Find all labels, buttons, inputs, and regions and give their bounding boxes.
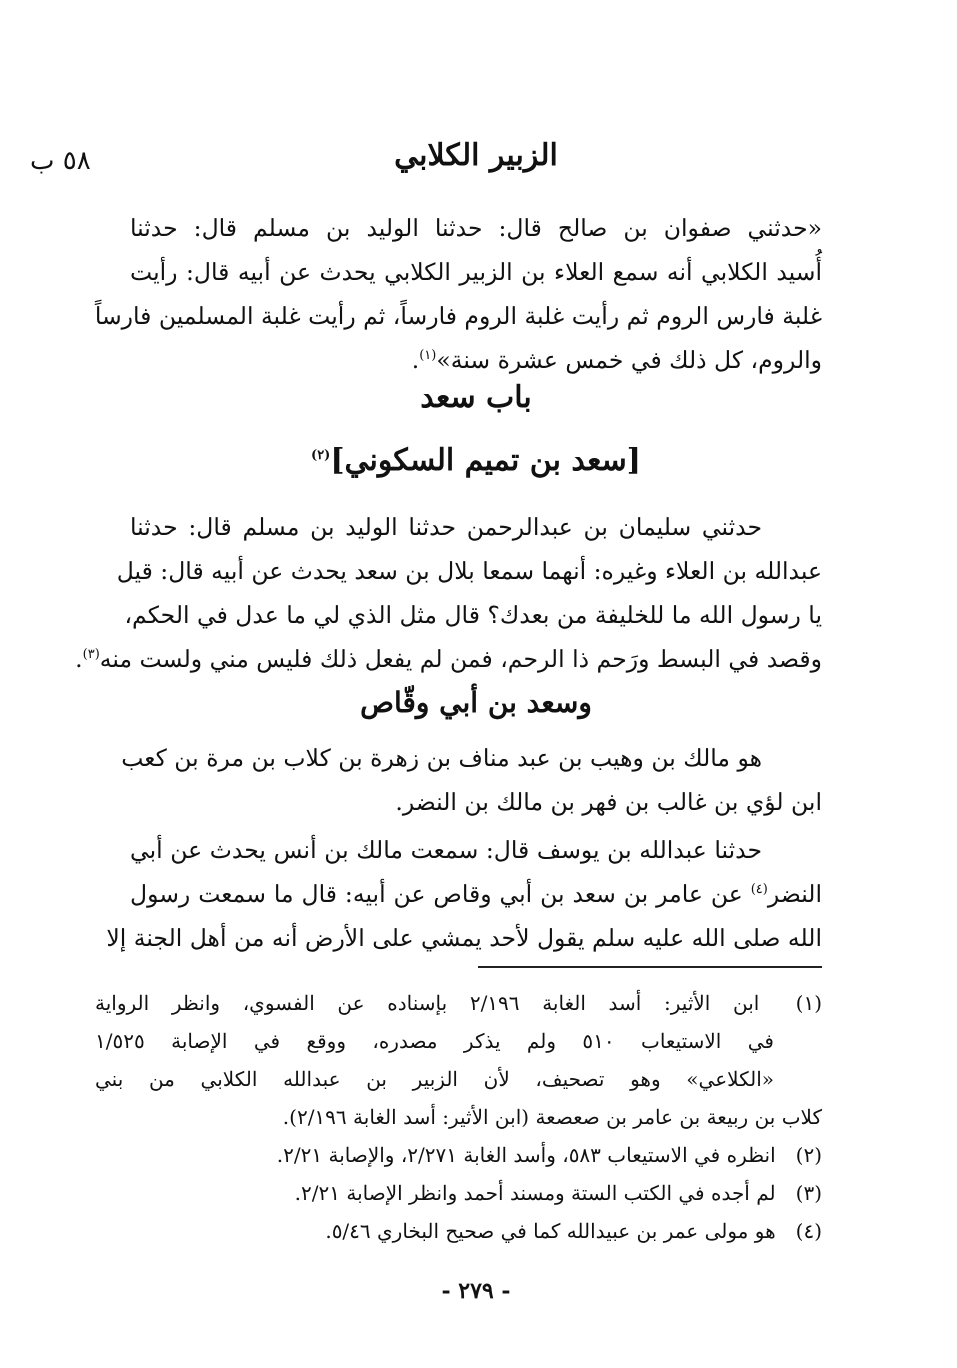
text-line: الله صلى الله عليه سلم يقول لأحد يمشي على الأرض أنه من أهل الجنة إلا: [106, 924, 822, 952]
footnote-number: (٢): [795, 1143, 822, 1167]
footnote-4: [95, 1212, 822, 1250]
running-title: الزبير الكلابي: [394, 138, 558, 173]
footnote-text: لم أجده في الكتب الستة ومسند أحمد وانظر الإصابة ٢/٢١.: [294, 1181, 776, 1205]
paragraph-malik-narration: [106, 828, 822, 960]
text-line: «حدثني صفوان بن صالح قال: حدثنا الوليد بن مسلم قال: حدثنا: [130, 214, 822, 242]
text-segment: عن عامر بن سعد بن أبي وقاص عن أبيه: قال ما سمعت رسول: [130, 880, 751, 908]
footnote-number: (٤): [795, 1219, 822, 1243]
footnote-divider: [478, 966, 822, 968]
text-line: يا رسول الله ما للخليفة من بعدك؟ قال مثل الذي لي ما عدل في الحكم،: [124, 601, 822, 629]
text-segment: وقصد في البسط ورَحم ذا الرحم، فمن لم يفعل ذلك فليس مني ولست منه: [99, 645, 822, 673]
text-line: [75, 637, 822, 681]
folio-reference: ٥٨ ب: [30, 146, 91, 176]
text-segment: والروم، كل ذلك في خمس عشرة سنة»: [436, 346, 822, 374]
text-line: حدثنا عبدالله بن يوسف قال: سمعت مالك بن أنس يحدث عن أبي: [130, 836, 762, 864]
section-heading-saad-waqqas: وسعد بن أبي وقّاص: [360, 686, 592, 719]
text-segment: .: [411, 346, 420, 374]
text-line: عبدالله بن العلاء وغيره: أنهما سمعا بلال بن سعد يحدث عن أبيه قال: قيل: [116, 557, 822, 585]
footnote-1-line: في الاستيعاب ٥١٠ ولم يذكر مصدره، ووقع في الإصابة ١/٥٢٥: [95, 1029, 774, 1053]
footnote-number: (١): [795, 991, 822, 1015]
footnote-2: [95, 1136, 822, 1174]
footnote-1-line: كلاب بن ربيعة بن عامر بن صعصعة (ابن الأثير: أسد الغابة ٢/١٩٦).: [282, 1105, 822, 1129]
footnote-text: ابن الأثير: أسد الغابة ٢/١٩٦ بإسناده عن الفسوي، وانظر الرواية: [95, 991, 760, 1015]
text-line: غلبة فارس الروم ثم رأيت غلبة الروم فارساً، ثم رأيت غلبة المسلمين فارساً: [94, 302, 822, 330]
paragraph-lineage: [121, 736, 822, 824]
text-line: أُسيد الكلابي أنه سمع العلاء بن الزبير الكلابي يحدث عن أبيه قال: رأيت: [130, 258, 822, 286]
text-line: حدثني سليمان بن عبدالرحمن حدثنا الوليد بن مسلم قال: حدثنا: [130, 513, 762, 541]
footnote-ref: (٣): [82, 647, 100, 663]
footnote-3: [95, 1174, 822, 1212]
footnote-ref: (٤): [750, 882, 768, 898]
text-line: [130, 338, 822, 382]
footnote-text: انظره في الاستيعاب ٥٨٣، وأسد الغابة ٢/٢٧١، والإصابة ٢/٢١.: [276, 1143, 776, 1167]
footnote-1-line: «الكلاعي» وهو تصحيف، لأن الزبير بن عبدالله الكلابي من بني: [95, 1067, 774, 1091]
text-segment: النضر: [767, 880, 822, 908]
text-line: هو مالك بن وهيب بن عبد مناف بن زهرة بن كلاب بن مرة بن كعب: [121, 744, 762, 772]
chapter-heading: باب سعد: [420, 380, 532, 415]
footnote-ref: (٢): [311, 448, 331, 463]
footnotes: [95, 984, 822, 1250]
text-line: ابن لؤي بن غالب بن فهر بن مالك بن النضر.: [395, 788, 822, 816]
section-heading-saad-tamim: [130, 443, 822, 478]
paragraph-saad-tamim: [75, 505, 822, 681]
text-segment: .: [75, 645, 83, 673]
heading-text: [سعد بن تميم السكوني]: [330, 443, 641, 478]
footnote-ref: (١): [419, 348, 437, 364]
footnote-text: هو مولى عمر بن عبيدالله كما في صحيح البخاري ٥/٤٦.: [325, 1219, 776, 1243]
footnote-number: (٣): [795, 1181, 822, 1205]
page-number: - ٢٧٩ -: [441, 1278, 511, 1304]
paragraph-zubair-narration: [94, 206, 822, 382]
footnote-1: [95, 984, 822, 1022]
text-line: [130, 872, 822, 916]
